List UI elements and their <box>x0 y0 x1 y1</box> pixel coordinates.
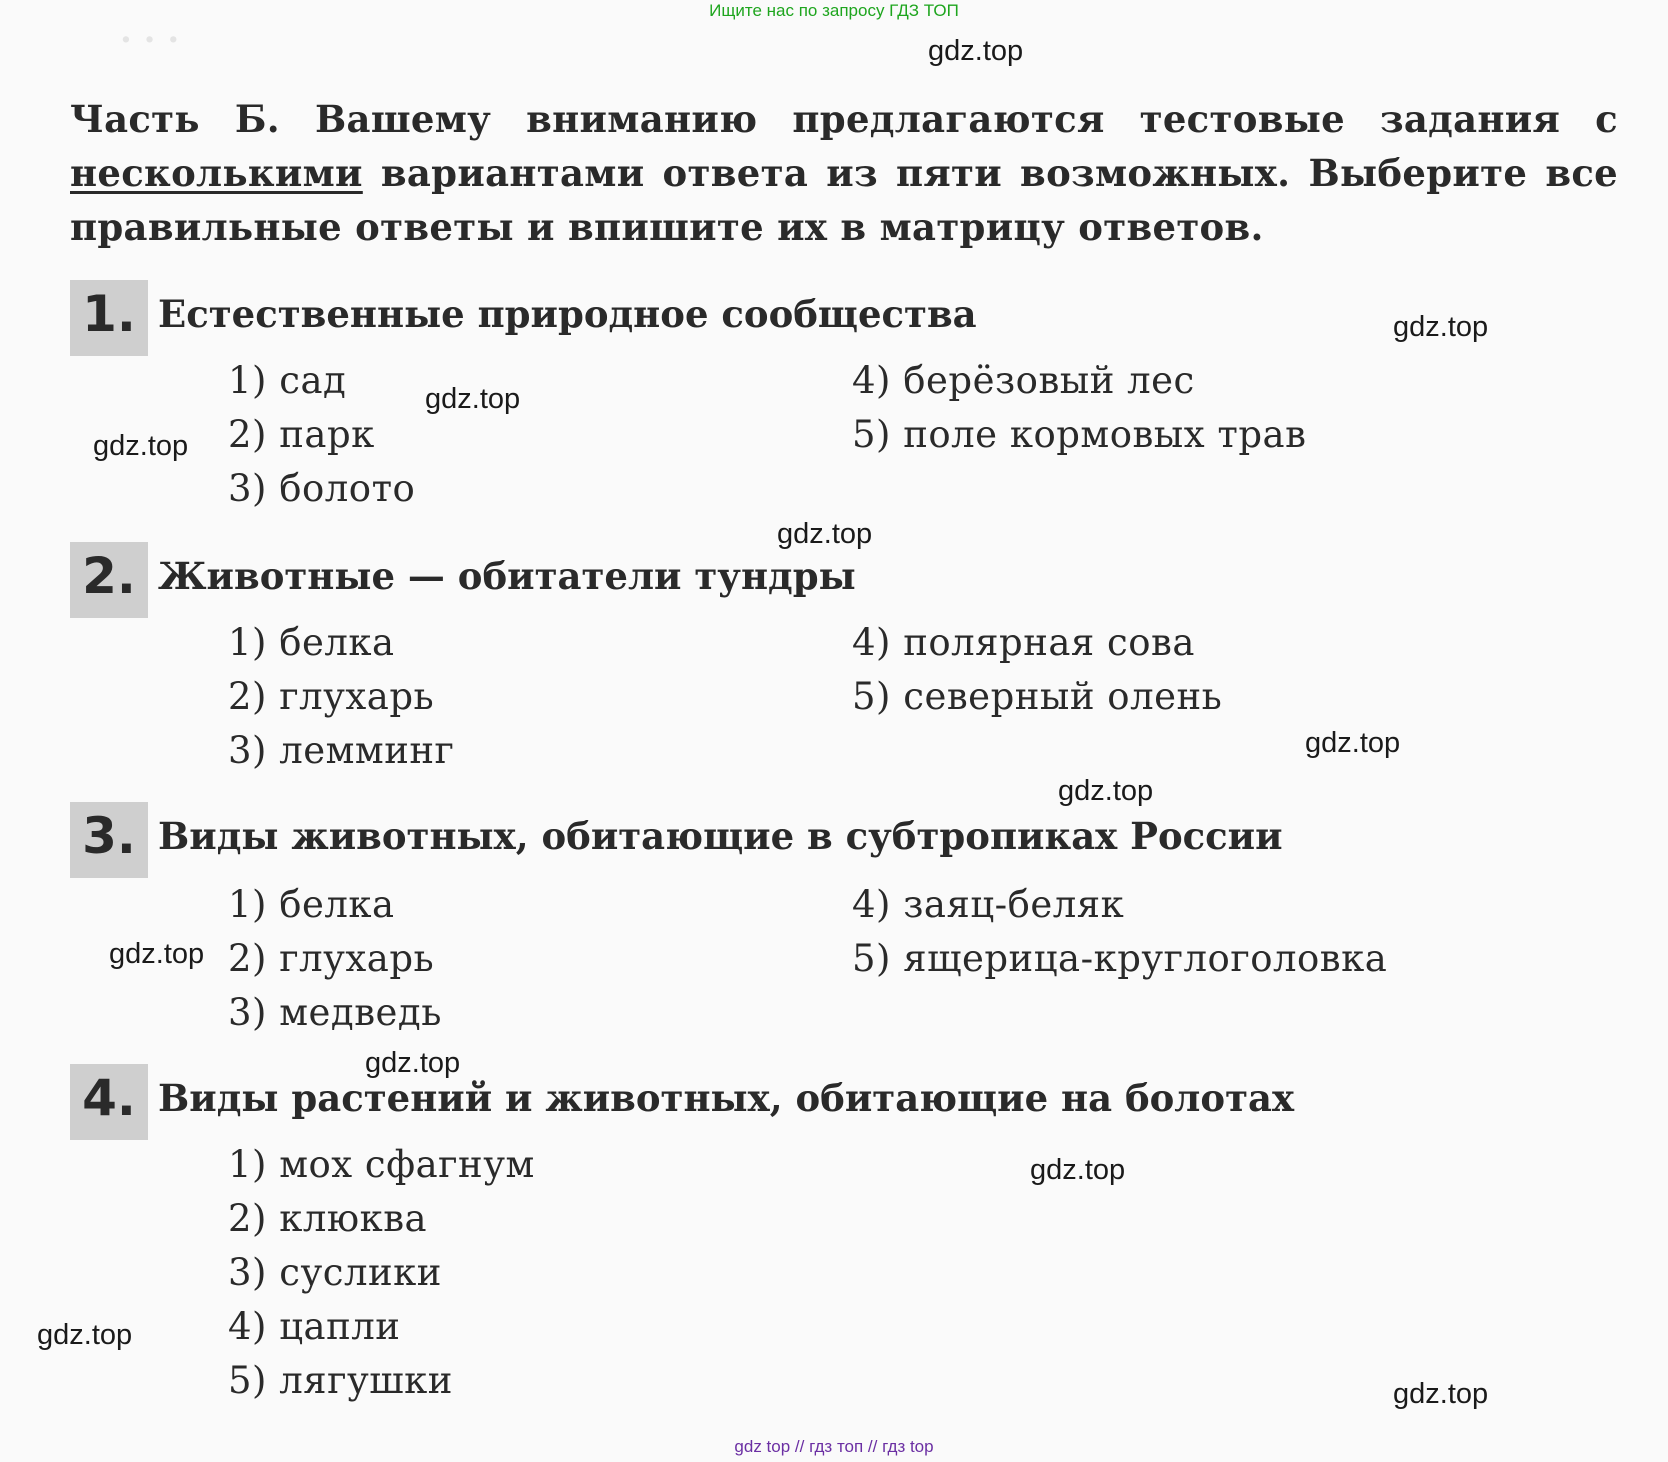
intro-underlined: несколькими <box>70 151 363 195</box>
option: 4) заяц-беляк <box>852 883 1125 926</box>
task-number: 2. <box>70 542 148 618</box>
option: 5) ящерица-круглоголовка <box>852 937 1388 980</box>
watermark: gdz.top <box>928 35 1024 67</box>
option: 2) глухарь <box>228 937 435 980</box>
option: 3) медведь <box>228 991 442 1034</box>
task-question: Виды животных, обитающие в субтропиках России <box>158 814 1283 858</box>
task-number: 3. <box>70 802 148 878</box>
watermark: gdz.top <box>1393 311 1489 343</box>
watermark: gdz.top <box>777 518 873 550</box>
option: 4) полярная сова <box>852 621 1195 664</box>
option: 2) глухарь <box>228 675 435 718</box>
part-b-instructions <box>70 92 1618 254</box>
option: 3) суслики <box>228 1251 442 1294</box>
watermark: gdz.top <box>1305 727 1401 759</box>
watermark: gdz.top <box>1393 1378 1489 1410</box>
top-banner[interactable]: Ищите нас по запросу ГДЗ ТОП <box>709 1 959 20</box>
option: 1) белка <box>228 621 395 664</box>
watermark: gdz.top <box>1030 1154 1126 1186</box>
task-question: Животные — обитатели тундры <box>158 554 856 598</box>
option: 5) лягушки <box>228 1359 453 1402</box>
intro-text: Вашему вниманию предлагаются тестовые задания с <box>279 97 1618 141</box>
option: 3) болото <box>228 467 416 510</box>
watermark: gdz.top <box>93 430 189 462</box>
task-question: Виды растений и животных, обитающие на болотах <box>158 1076 1295 1120</box>
intro-text-end: вариантами ответа из пяти возможных. Выберите все правильные ответы и впишите их в матрицу ответов. <box>70 151 1618 249</box>
task-number: 1. <box>70 280 148 356</box>
option: 5) северный олень <box>852 675 1223 718</box>
option: 1) мох сфагнум <box>228 1143 535 1186</box>
option: 2) клюква <box>228 1197 428 1240</box>
task-1-title <box>70 280 977 348</box>
watermark: gdz.top <box>109 938 205 970</box>
task-3-title <box>70 802 1283 870</box>
option: 1) белка <box>228 883 395 926</box>
option: 4) цапли <box>228 1305 401 1348</box>
task-question: Естественные природное сообщества <box>158 292 977 336</box>
bottom-banner[interactable]: gdz top // гдз топ // гдз top <box>734 1437 934 1456</box>
bleed-through: · · · <box>120 20 180 60</box>
watermark: gdz.top <box>37 1319 133 1351</box>
watermark: gdz.top <box>365 1047 461 1079</box>
watermark: gdz.top <box>425 383 521 415</box>
task-4-title <box>70 1064 1294 1132</box>
option: 1) сад <box>228 359 347 402</box>
option: 2) парк <box>228 413 375 456</box>
task-number: 4. <box>70 1064 148 1140</box>
option: 3) лемминг <box>228 729 455 772</box>
watermark: gdz.top <box>1058 775 1154 807</box>
option: 5) поле кормовых трав <box>852 413 1307 456</box>
task-2-title <box>70 542 856 610</box>
option: 4) берёзовый лес <box>852 359 1195 402</box>
part-label: Часть Б. <box>70 97 280 141</box>
